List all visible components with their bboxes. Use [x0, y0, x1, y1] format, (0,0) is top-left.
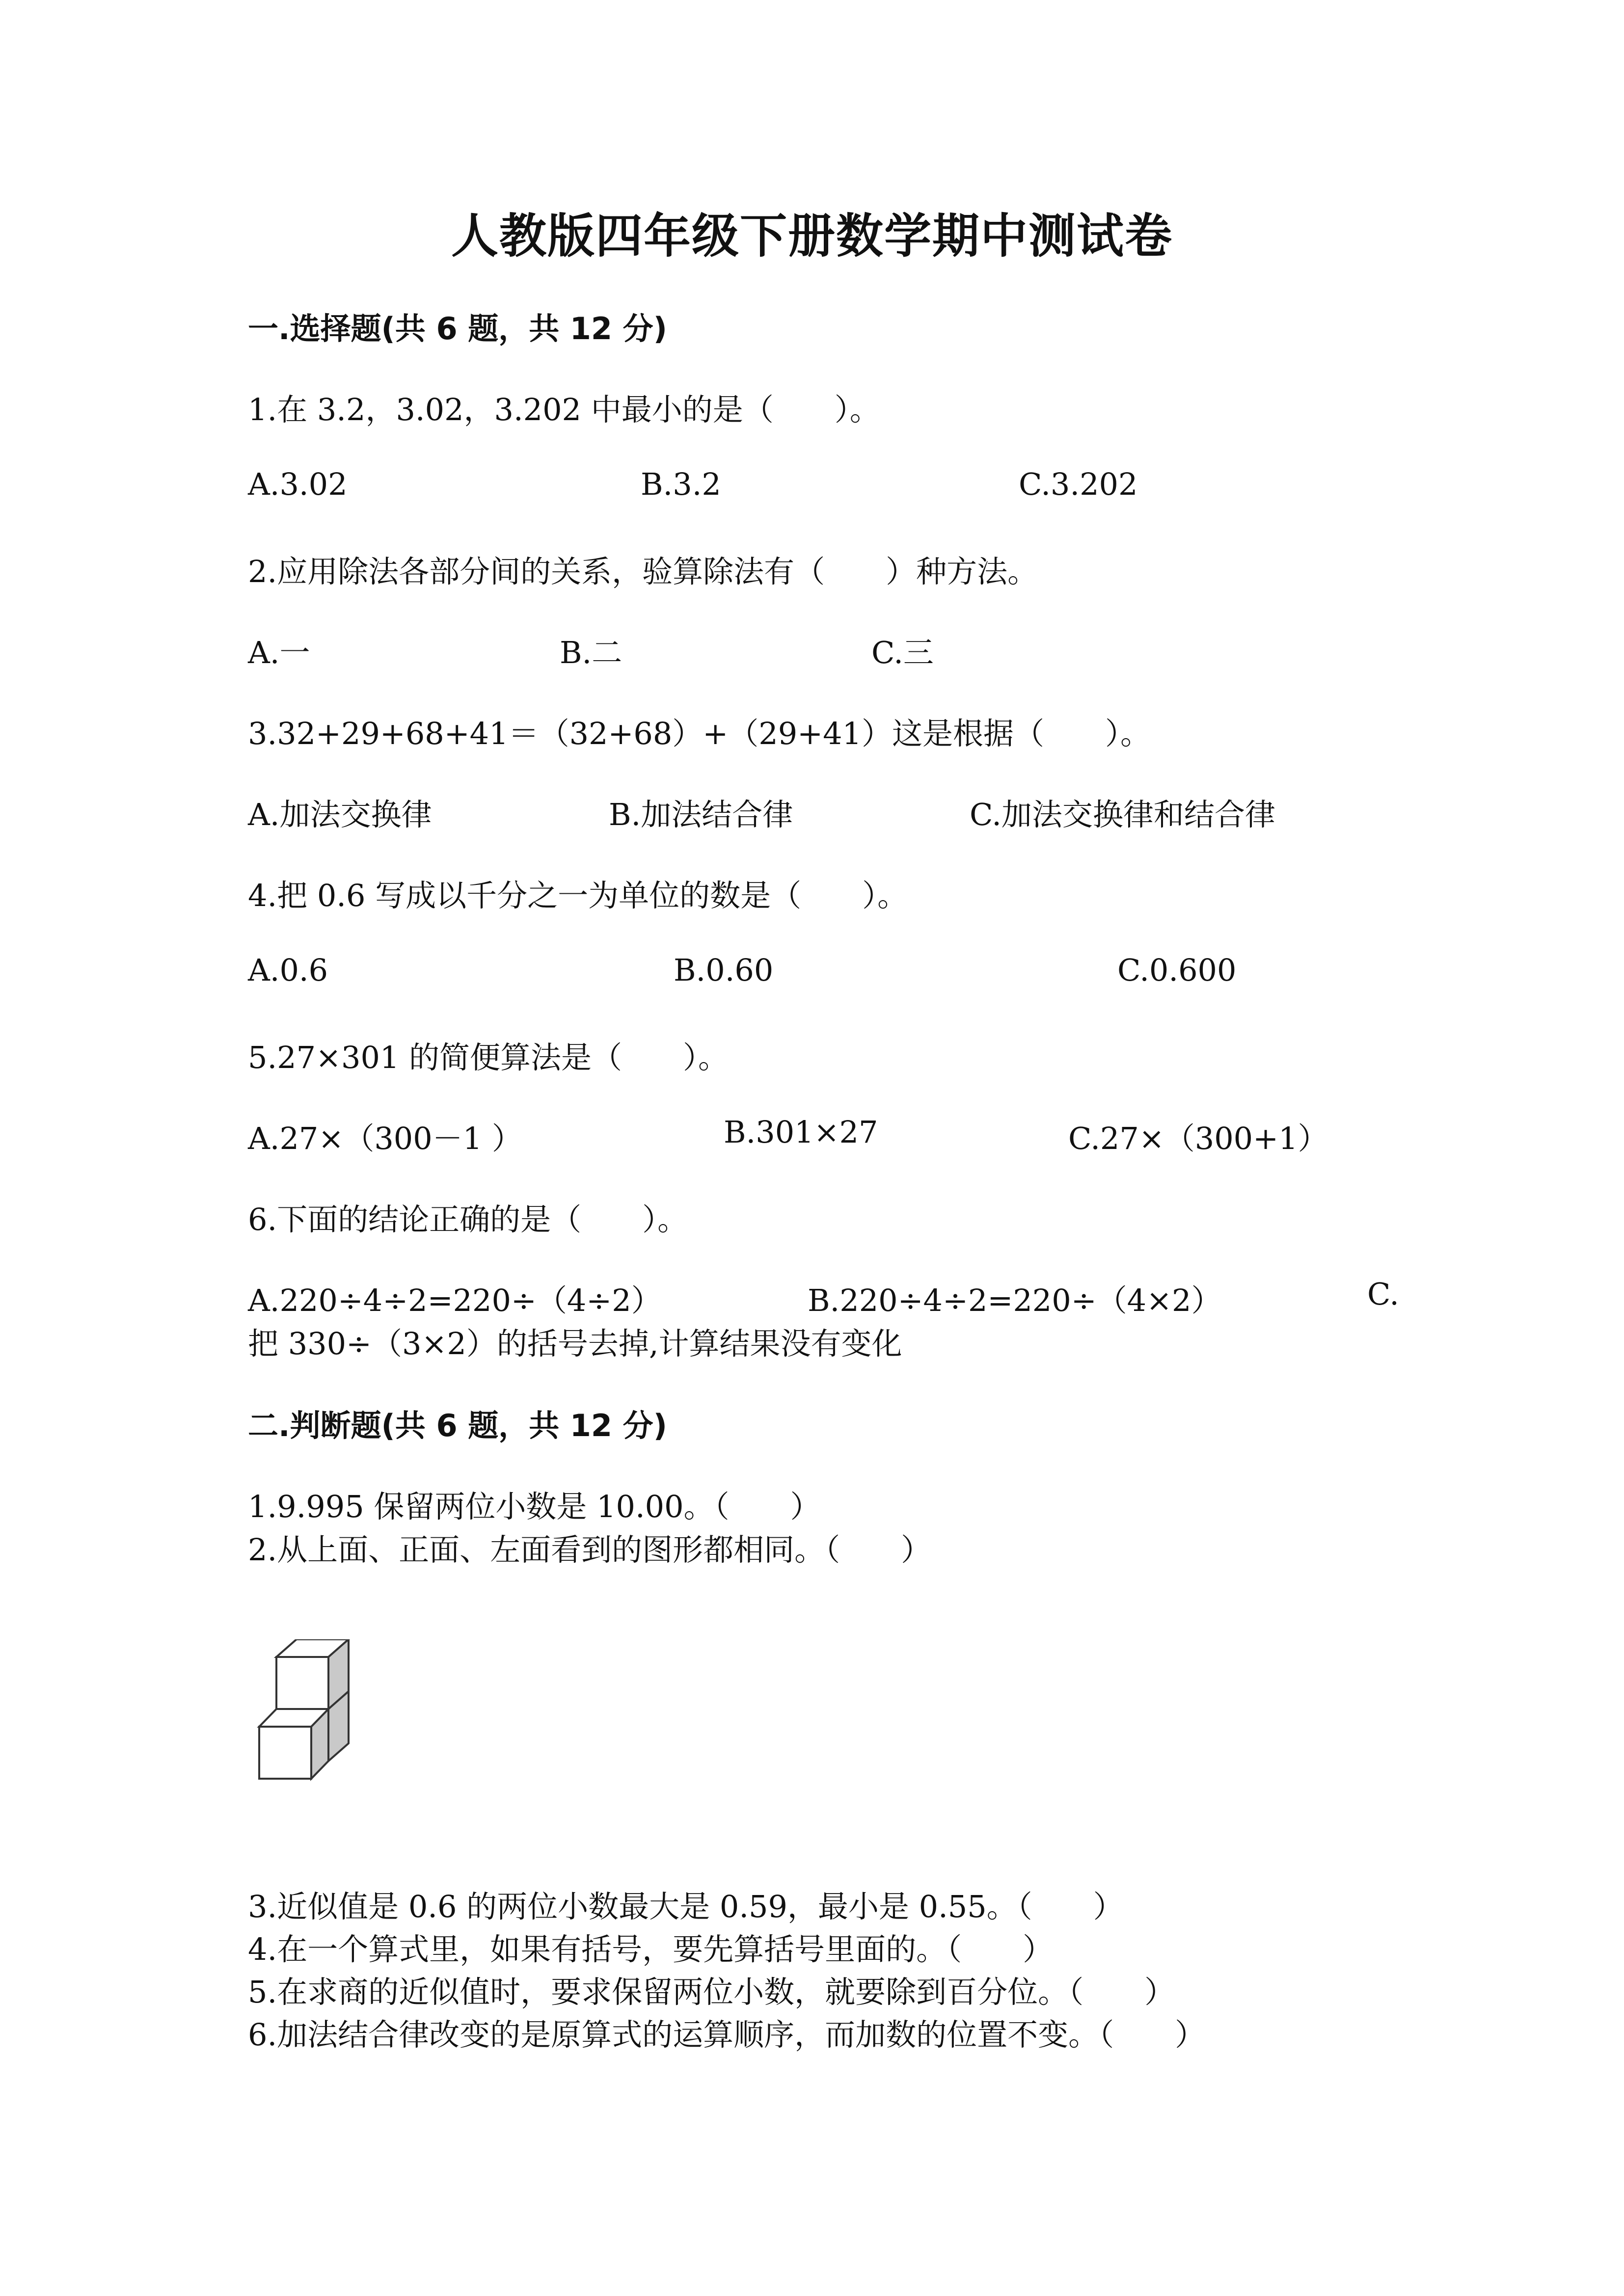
- q4-option-c: C.0.600: [1117, 952, 1237, 988]
- question-3: 3.32+29+68+41＝（32+68）+（29+41）这是根据（ ）。: [248, 716, 1151, 751]
- question-6: 6.下面的结论正确的是（ ）。: [248, 1201, 688, 1237]
- question-2: 2.应用除法各部分间的关系，验算除法有（ ）种方法。: [248, 554, 1038, 589]
- q3-option-c: C.加法交换律和结合律: [970, 797, 1275, 832]
- q5-option-b: B.301×27: [724, 1114, 878, 1150]
- q3-option-b: B.加法结合律: [609, 797, 793, 832]
- q4-option-a: A.0.6: [248, 952, 328, 988]
- q4-option-b: B.0.60: [674, 952, 774, 988]
- q2-option-c: C.三: [871, 635, 934, 670]
- judgment-3: 3.近似值是 0.6 的两位小数最大是 0.59，最小是 0.55。（ ）: [248, 1889, 1124, 1924]
- q6-option-a: A.220÷4÷2=220÷（4÷2）: [248, 1282, 662, 1318]
- q5-option-a: A.27×（300－1 ）: [248, 1121, 522, 1156]
- section-heading-judgment: 二.判断题(共 6 题，共 12 分): [248, 1408, 667, 1443]
- q6-option-c: C.: [1367, 1276, 1399, 1312]
- q6-option-c-text: 把 330÷（3×2）的括号去掉,计算结果没有变化: [248, 1326, 902, 1362]
- section-heading-choice: 一.选择题(共 6 题，共 12 分): [248, 311, 667, 347]
- judgment-6: 6.加法结合律改变的是原算式的运算顺序，而加数的位置不变。（ ）: [248, 2017, 1206, 2053]
- stacked-cubes-figure: [255, 1639, 353, 1787]
- judgment-1: 1.9.995 保留两位小数是 10.00。（ ）: [248, 1489, 821, 1524]
- question-5: 5.27×301 的简便算法是（ ）。: [248, 1040, 729, 1075]
- page-title: 人教版四年级下册数学期中测试卷: [451, 208, 1173, 264]
- q5-option-c: C.27×（300+1）: [1068, 1121, 1328, 1156]
- judgment-4: 4.在一个算式里，如果有括号，要先算括号里面的。（ ）: [248, 1931, 1054, 1967]
- top-cube-front-face: [276, 1657, 328, 1709]
- judgment-5: 5.在求商的近似值时，要求保留两位小数，就要除到百分位。（ ）: [248, 1974, 1175, 2010]
- q1-option-c: C.3.202: [1019, 466, 1138, 502]
- q2-option-a: A.一: [248, 635, 310, 670]
- question-4: 4.把 0.6 写成以千分之一为单位的数是（ ）。: [248, 878, 908, 913]
- question-1: 1.在 3.2，3.02，3.202 中最小的是（ ）。: [248, 392, 880, 427]
- q6-option-b: B.220÷4÷2=220÷（4×2）: [808, 1282, 1222, 1318]
- judgment-2: 2.从上面、正面、左面看到的图形都相同。（ ）: [248, 1532, 932, 1568]
- q3-option-a: A.加法交换律: [248, 797, 432, 832]
- q1-option-b: B.3.2: [641, 466, 721, 502]
- q2-option-b: B.二: [560, 635, 623, 670]
- bottom-cube-front-face: [259, 1727, 311, 1779]
- q1-option-a: A.3.02: [248, 466, 348, 502]
